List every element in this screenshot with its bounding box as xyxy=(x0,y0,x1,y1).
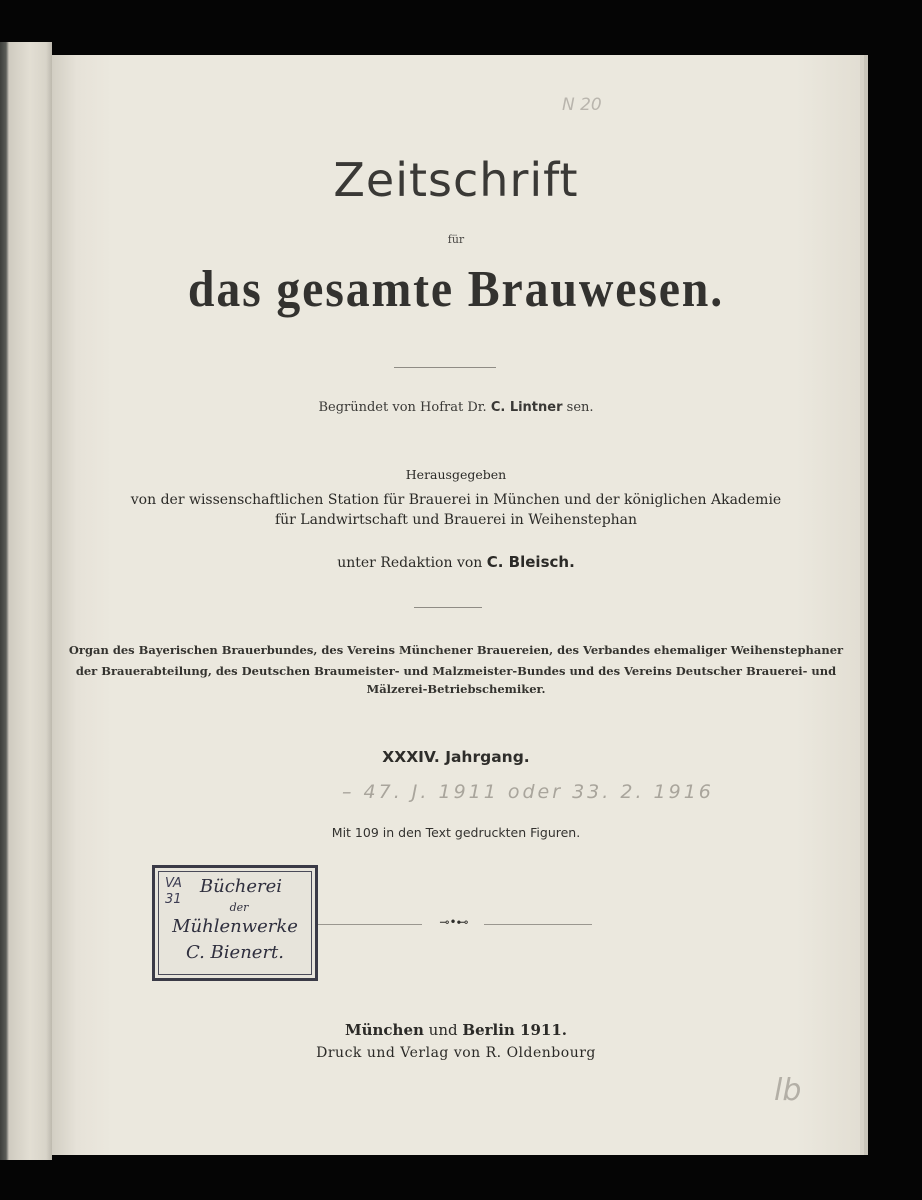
printer-line: Druck und Verlag von R. Oldenbourg xyxy=(316,1045,596,1061)
organ-line-1: Organ des Bayerischen Brauerbundes, des Vereins Münchener Brauereien, des Verbandes ehemaliger Weihenstephaner xyxy=(68,643,844,657)
ornament-icon: ⊸•⊷ xyxy=(439,915,469,929)
publisher-line-2: für Landwirtschaft und Brauerei in Weihenstephan xyxy=(274,512,638,528)
library-stamp xyxy=(152,865,318,981)
ornament-rule-left xyxy=(318,924,422,925)
pencil-mark-bottom: lb xyxy=(774,1073,802,1108)
stamp-pencil-note: VA 31 xyxy=(165,876,182,907)
publisher-line-1: von der wissenschaftlichen Station für Brauerei in München und der königlichen Akademie xyxy=(130,492,782,508)
stamp-line-2: der xyxy=(229,901,249,914)
stamp-line-1: Bücherei xyxy=(199,876,283,897)
organ-line-3: Mälzerei-Betriebschemiker. xyxy=(366,682,546,696)
founder-name: C. Lintner xyxy=(490,400,563,415)
book-spine xyxy=(0,42,52,1160)
stamp-line-4: C. Bienert. xyxy=(185,942,284,963)
divider-rule-short xyxy=(414,607,482,608)
place-city-2: Berlin 1911. xyxy=(462,1021,568,1039)
publisher-heading: Herausgegeben xyxy=(405,467,507,482)
divider-rule xyxy=(394,367,496,368)
place-year xyxy=(52,1021,860,1039)
title-connector: für xyxy=(447,233,465,246)
editor-name: C. Bleisch. xyxy=(486,553,575,571)
founded-suffix: sen. xyxy=(566,400,594,415)
founded-prefix: Begründet von Hofrat Dr. xyxy=(318,400,487,415)
founded-line xyxy=(52,400,860,415)
place-city-1: München xyxy=(344,1021,424,1039)
volume-number: XXXIV. Jahrgang. xyxy=(382,748,530,766)
journal-title: Zeitschrift xyxy=(333,153,579,207)
journal-subtitle: das gesamte Brauwesen. xyxy=(187,261,725,318)
stamp-border xyxy=(158,871,312,975)
stamp-line-3: Mühlenwerke xyxy=(172,916,298,937)
organ-line-2: der Brauerabteilung, des Deutschen Braumeister- und Malzmeister-Bundes und des Vereins Deutscher Brauerei- und xyxy=(75,664,837,678)
figures-note: Mit 109 in den Text gedruckten Figuren. xyxy=(331,825,581,840)
pencil-mark-top: N 20 xyxy=(562,95,602,115)
place-and: und xyxy=(428,1021,458,1039)
ornament-rule-right xyxy=(484,924,592,925)
editor-line xyxy=(52,553,860,571)
title-page xyxy=(52,55,860,1155)
pencil-dates-note: – 47. J. 1911 oder 33. 2. 1916 xyxy=(342,781,714,803)
editor-prefix: unter Redaktion von xyxy=(337,555,483,571)
